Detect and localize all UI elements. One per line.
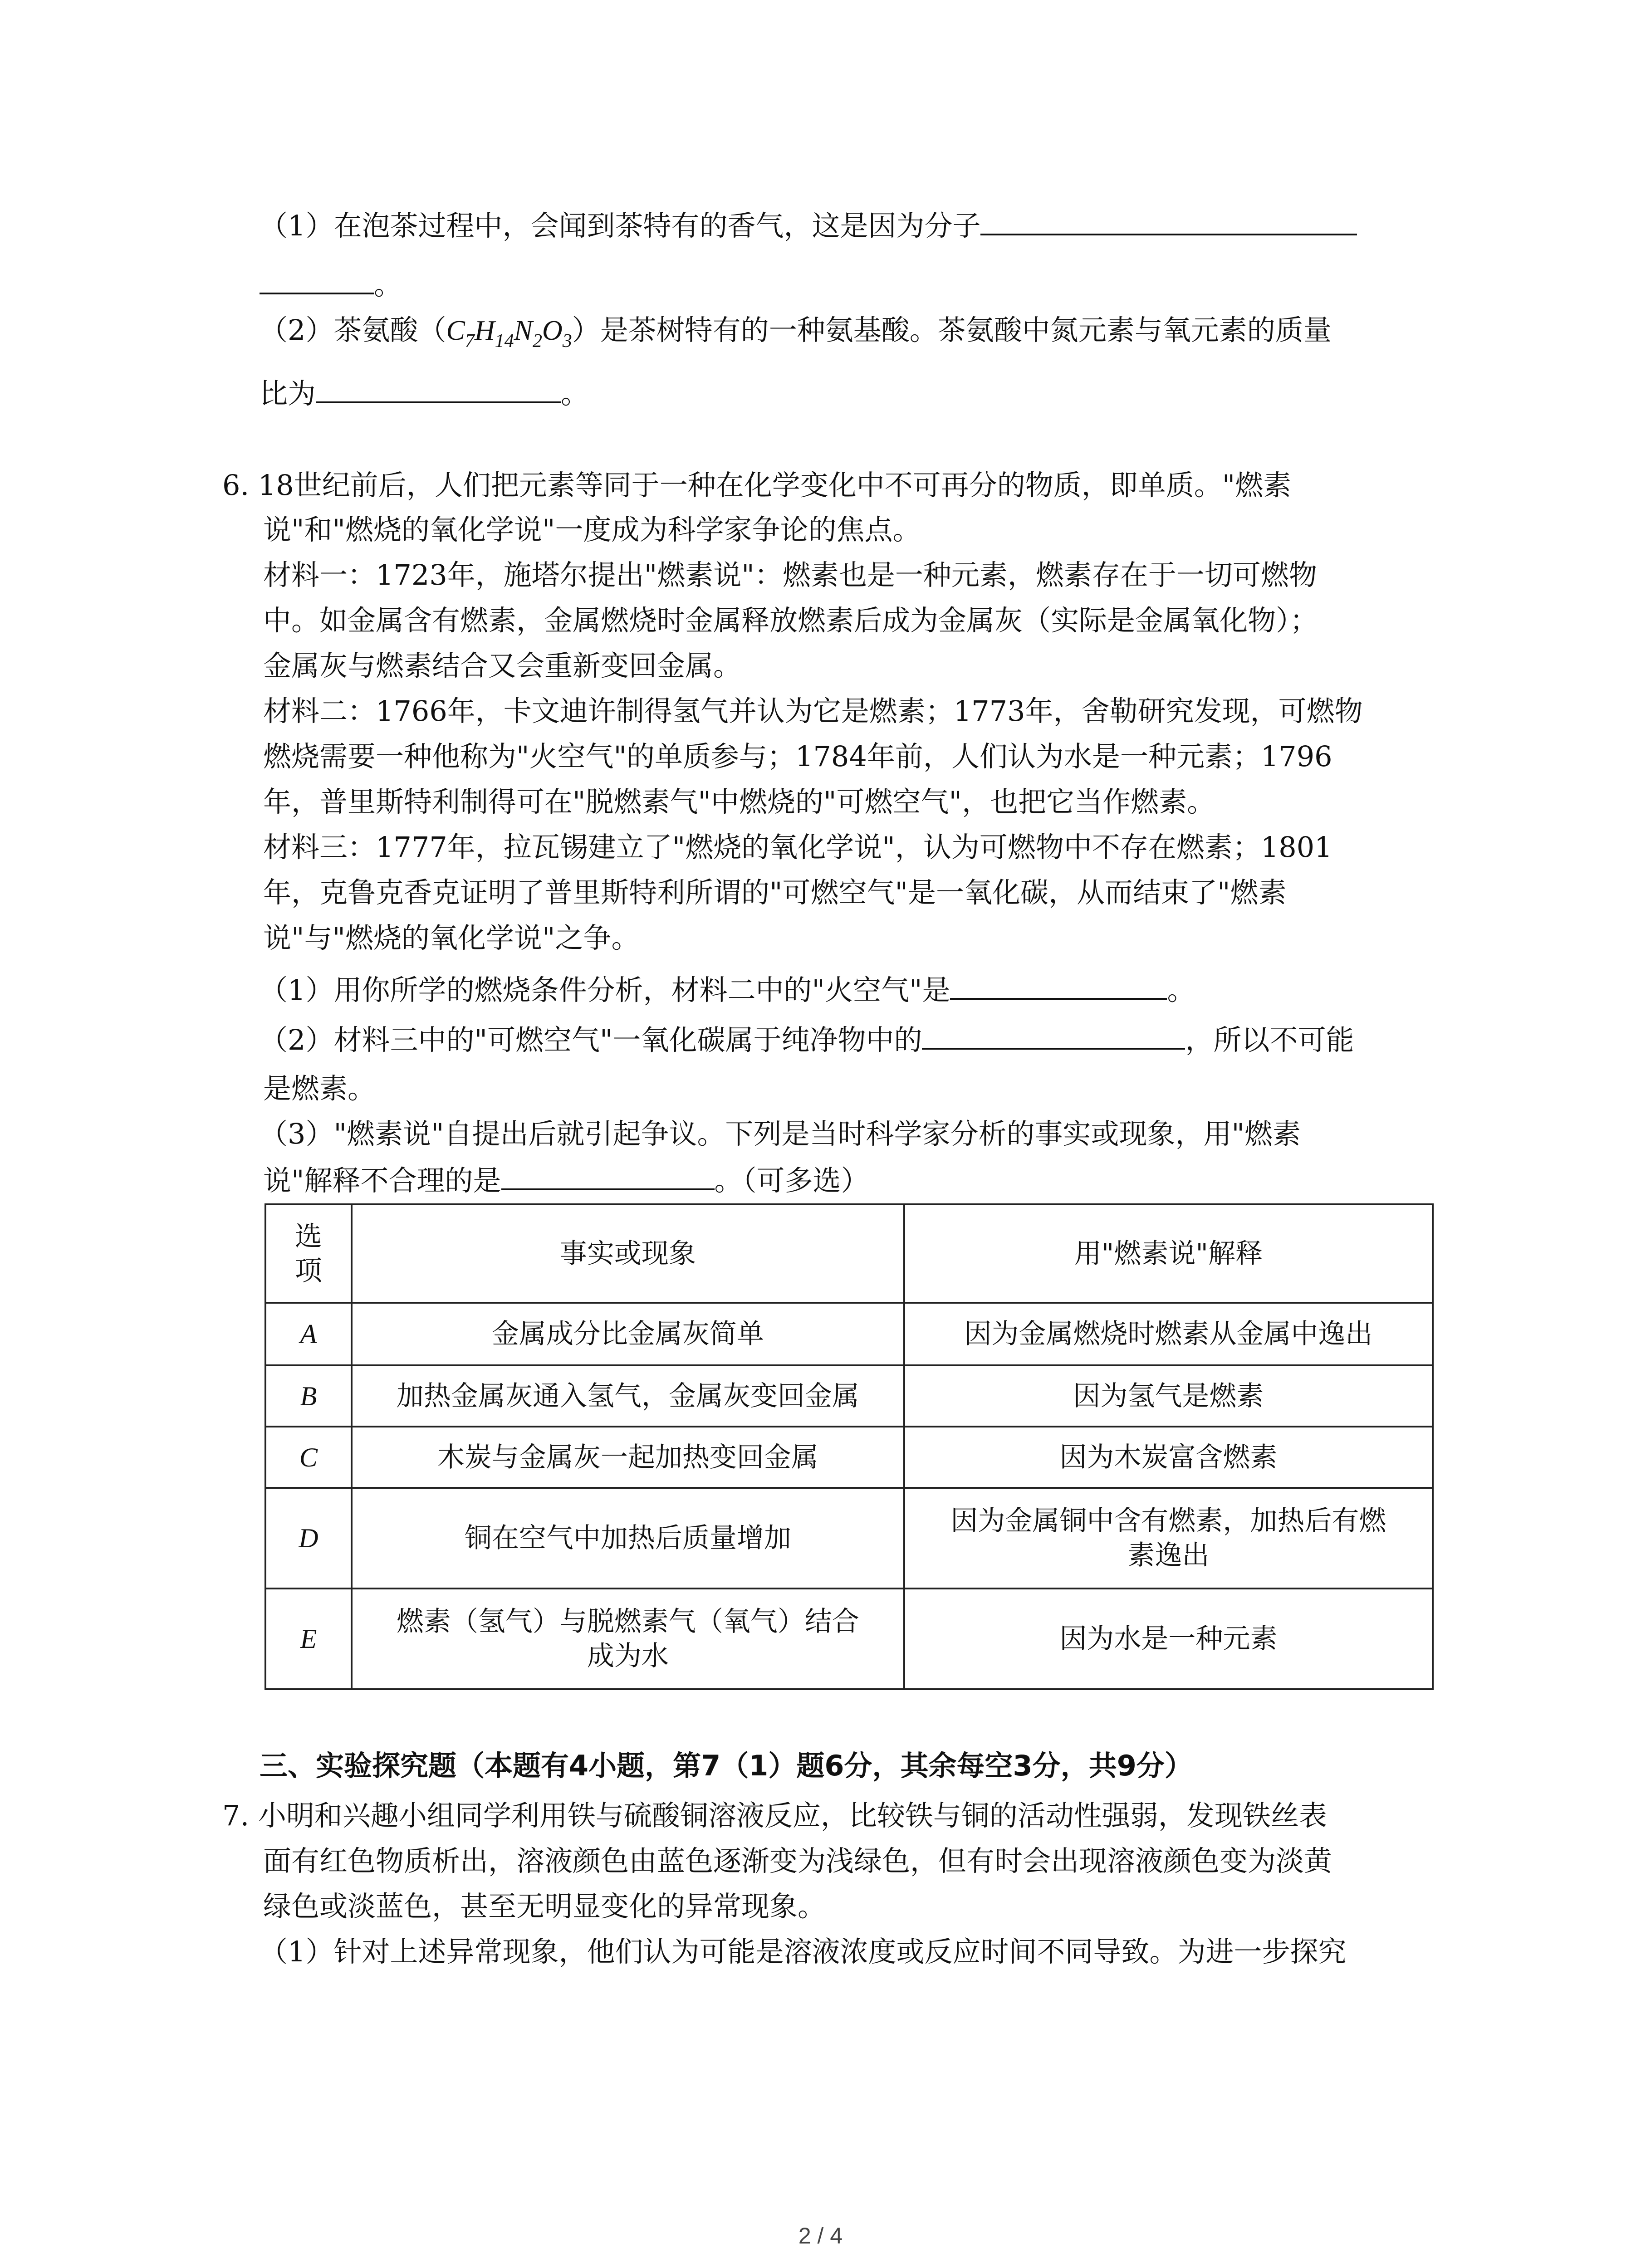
header-explain: 用"燃素说"解释: [904, 1204, 1433, 1303]
table-row: [265, 1589, 1433, 1689]
q6-material2-line-1: 材料二：1766年，卡文迪许制得氢气并认为它是燃素；1773年，舍勒研究发现，可燃物: [263, 694, 1363, 728]
explain-cell: 因为金属铜中含有燃素，加热后有燃 素逸出: [904, 1488, 1433, 1589]
fact-cell: 金属成分比金属灰简单: [352, 1303, 904, 1365]
table-header-row: [265, 1204, 1433, 1303]
q6-material3-line-1: 材料三：1777年，拉瓦锡建立了"燃烧的氧化学说"，认为可燃物中不存在燃素；1801: [263, 831, 1332, 864]
option-label: C: [265, 1427, 352, 1488]
chemical-formula: $C_7H_{14}N_2O_3$: [446, 315, 572, 352]
q7-line-3: 绿色或淡蓝色，甚至无明显变化的异常现象。: [263, 1890, 826, 1923]
options-table: [265, 1203, 1434, 1690]
fact-cell: 木炭与金属灰一起加热变回金属: [352, 1427, 904, 1488]
q5-part1-cont: 。: [260, 265, 402, 303]
q6-material3-line-3: 说"与"燃烧的氧化学说"之争。: [263, 921, 640, 954]
answer-blank[interactable]: [980, 206, 1357, 235]
q5-part1: [260, 206, 1357, 244]
option-label: B: [265, 1365, 352, 1427]
q6-line-2: 说"和"燃烧的氧化学说"一度成为科学家争论的焦点。: [263, 513, 921, 546]
option-label: D: [265, 1488, 352, 1589]
fact-cell: 铜在空气中加热后质量增加: [352, 1488, 904, 1589]
q7-line-1: 7. 小明和兴趣小组同学利用铁与硫酸铜溶液反应，比较铁与铜的活动性强弱，发现铁丝表: [222, 1799, 1327, 1832]
fact-cell: 燃素（氢气）与脱燃素气（氧气）结合 成为水: [352, 1589, 904, 1689]
q5-part2-cont: 比为 。: [260, 374, 589, 412]
explain-cell: 因为氢气是燃素: [904, 1365, 1433, 1427]
q6-sub1: （1）用你所学的燃烧条件分析，材料二中的"火空气"是 。: [260, 971, 1195, 1008]
header-option: 选 项: [265, 1204, 352, 1303]
option-label: E: [265, 1589, 352, 1689]
q6-material1-line-1: 材料一：1723年，施塔尔提出"燃素说"：燃素也是一种元素，燃素存在于一切可燃物: [263, 558, 1317, 591]
q6-material3-line-2: 年，克鲁克香克证明了普里斯特利所谓的"可燃空气"是一氧化碳，从而结束了"燃素: [263, 876, 1287, 909]
q5-part1-text: （1）在泡茶过程中，会闻到茶特有的香气，这是因为分子: [260, 209, 981, 242]
q7-sub1: （1）针对上述异常现象，他们认为可能是溶液浓度或反应时间不同导致。为进一步探究: [260, 1935, 1347, 1968]
option-label: A: [265, 1303, 352, 1365]
q6-sub2-cont: 是燃素。: [263, 1072, 376, 1105]
q6-sub2: （2）材料三中的"可燃空气"一氧化碳属于纯净物中的 ，所以不可能: [260, 1021, 1354, 1058]
answer-blank[interactable]: [922, 1021, 1185, 1050]
explain-cell: 因为木炭富含燃素: [904, 1427, 1433, 1488]
table-row: [265, 1488, 1433, 1589]
q6-material2-line-2: 燃烧需要一种他称为"火空气"的单质参与；1784年前，人们认为水是一种元素；1796: [263, 740, 1332, 773]
q6-sub3: （3）"燃素说"自提出后就引起争议。下列是当时科学家分析的事实或现象，用"燃素: [260, 1117, 1301, 1150]
answer-blank[interactable]: [950, 971, 1167, 1000]
table-row: [265, 1427, 1433, 1488]
q7-line-2: 面有红色物质析出，溶液颜色由蓝色逐渐变为浅绿色，但有时会出现溶液颜色变为淡黄: [263, 1844, 1332, 1877]
explain-cell: 因为金属燃烧时燃素从金属中逸出: [904, 1303, 1433, 1365]
q6-material1-line-2: 中。如金属含有燃素，金属燃烧时金属释放燃素后成为金属灰（实际是金属氧化物）；: [263, 604, 1318, 637]
fact-cell: 加热金属灰通入氢气，金属灰变回金属: [352, 1365, 904, 1427]
answer-blank[interactable]: [501, 1161, 715, 1190]
q6-material2-line-3: 年，普里斯特利制得可在"脱燃素气"中燃烧的"可燃空气"，也把它当作燃素。: [263, 785, 1215, 818]
q6-line-1: 6. 18世纪前后，人们把元素等同于一种在化学变化中不可再分的物质，即单质。"燃素: [222, 469, 1292, 502]
explain-cell: 因为水是一种元素: [904, 1589, 1433, 1689]
page-number: 2 / 4: [798, 2223, 843, 2248]
answer-blank[interactable]: [316, 374, 561, 403]
q6-material1-line-3: 金属灰与燃素结合又会重新变回金属。: [263, 649, 742, 682]
answer-blank[interactable]: [260, 265, 374, 294]
table-row: [265, 1365, 1433, 1427]
q6-sub3-cont: 说"解释不合理的是 。（可多选）: [263, 1161, 869, 1199]
q5-part2: （2）茶氨酸$(C_7H_{14}N_2O_3)$是茶树特有的一种氨基酸。茶氨酸中氮元素与氧元素的质量: [260, 313, 1332, 352]
table-row: [265, 1303, 1433, 1365]
header-fact: 事实或现象: [352, 1204, 904, 1303]
section-title: 三、实验探究题（本题有4小题，第7（1）题6分，其余每空3分，共9分）: [260, 1749, 1193, 1782]
